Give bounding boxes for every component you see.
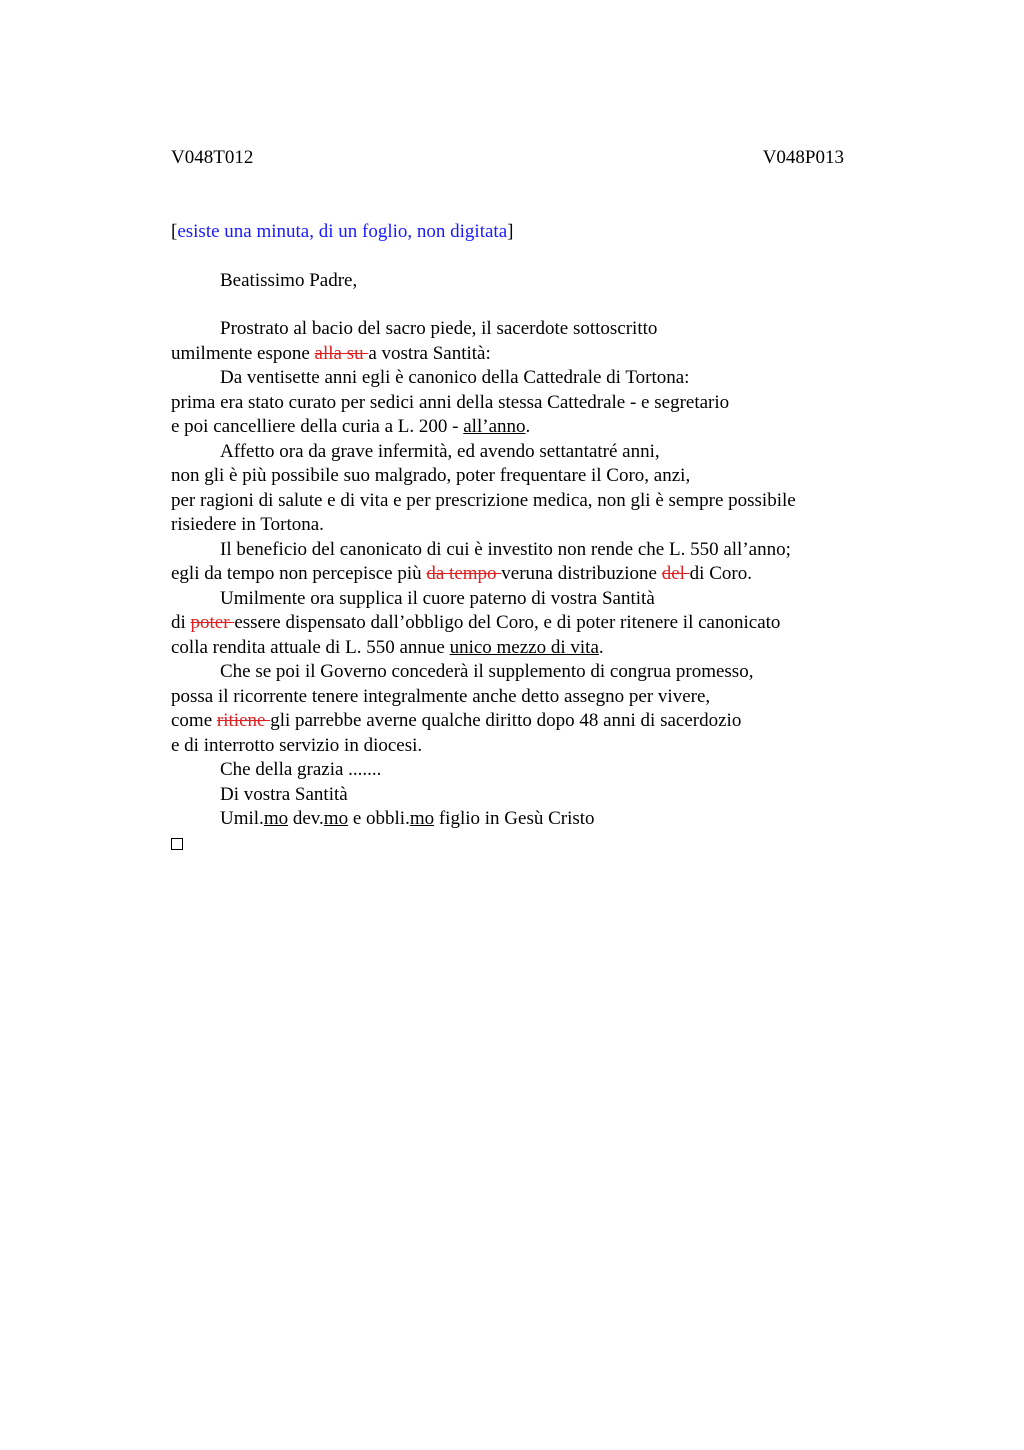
- letter-line: [171, 416, 871, 441]
- text-span: veruna distribuzione: [501, 563, 662, 584]
- text-span: dev.: [288, 808, 324, 829]
- text-span: di: [171, 612, 191, 633]
- deleted-text: alla su: [314, 342, 369, 364]
- note-text: esiste una minuta, di un foglio, non digitata: [177, 221, 508, 242]
- letter-line: Umilmente ora supplica il cuore paterno di vostra Santità: [220, 587, 655, 609]
- letter-line: [171, 563, 871, 588]
- letter-line: possa il ricorrente tenere integralmente anche detto assegno per vivere,: [171, 685, 711, 707]
- text-span: egli da tempo non percepisce più: [171, 563, 427, 584]
- salutation: Beatissimo Padre,: [220, 270, 358, 291]
- deleted-text: poter: [190, 612, 235, 633]
- text-span: gli parrebbe averne qualche diritto dopo 48 anni di sacerdozio: [270, 710, 742, 731]
- underlined-text: mo: [409, 808, 435, 829]
- text-span: colla rendita attuale di L. 550 annue: [171, 636, 450, 658]
- letter-line: Da ventisette anni egli è canonico della Cattedrale di Tortona:: [220, 367, 690, 388]
- note-bracket-close: ]: [507, 221, 514, 242]
- letter-line: Che se poi il Governo concederà il supplemento di congrua promesso,: [220, 661, 754, 682]
- text-span: .: [525, 416, 531, 437]
- closing-signature: [171, 808, 871, 833]
- deleted-text: del: [661, 563, 690, 584]
- text-span: .: [598, 636, 604, 658]
- editorial-note: [171, 221, 513, 243]
- letter-line: Affetto ora da grave infermità, ed avendo settantatré anni,: [220, 440, 660, 462]
- letter-line: non gli è più possibile suo malgrado, poter frequentare il Coro, anzi,: [171, 465, 691, 486]
- deleted-text: da tempo: [426, 563, 502, 584]
- underlined-text: unico mezzo di vita: [449, 636, 599, 658]
- letter-line: risiedere in Tortona.: [171, 514, 324, 535]
- end-marker: [171, 833, 871, 858]
- underlined-text: all’anno: [463, 416, 526, 437]
- text-span: figlio in Gesù Cristo: [434, 808, 595, 829]
- note-bracket-open: [: [171, 221, 178, 242]
- letter-line: [171, 710, 871, 735]
- document-ref-right: V048P013: [762, 147, 844, 168]
- letter-line: e di interrotto servizio in diocesi.: [171, 734, 423, 756]
- deleted-text: ritiene: [216, 710, 271, 731]
- text-span: e obbli.: [348, 808, 410, 829]
- empty-box-icon: [171, 838, 183, 850]
- text-span: Umil.: [220, 808, 264, 829]
- letter-line: prima era stato curato per sedici anni della stessa Cattedrale - e segretario: [171, 391, 730, 413]
- text-span: essere dispensato dall’obbligo del Coro, e di poter ritenere il canonicato: [234, 612, 781, 633]
- letter-line: [171, 637, 871, 662]
- letter-line: [171, 343, 871, 368]
- letter-line: [171, 612, 871, 637]
- underlined-text: mo: [323, 808, 349, 829]
- letter-line: per ragioni di salute e di vita e per prescrizione medica, non gli è sempre possibile: [171, 489, 796, 511]
- underlined-text: mo: [263, 808, 289, 829]
- text-span: e poi cancelliere della curia a L. 200 -: [171, 416, 464, 437]
- text-span: a vostra Santità:: [368, 342, 491, 364]
- text-span: di Coro.: [689, 563, 752, 584]
- document-ref-left: V048T012: [171, 147, 254, 168]
- text-span: come: [171, 710, 217, 731]
- letter-body: [171, 318, 871, 857]
- letter-line: Che della grazia .......: [220, 759, 382, 780]
- letter-line: Prostrato al bacio del sacro piede, il sacerdote sottoscritto: [220, 318, 658, 339]
- letter-line: Di vostra Santità: [220, 783, 348, 805]
- letter-line: Il beneficio del canonicato di cui è investito non rende che L. 550 all’anno;: [220, 538, 791, 560]
- text-span: umilmente espone: [171, 342, 315, 364]
